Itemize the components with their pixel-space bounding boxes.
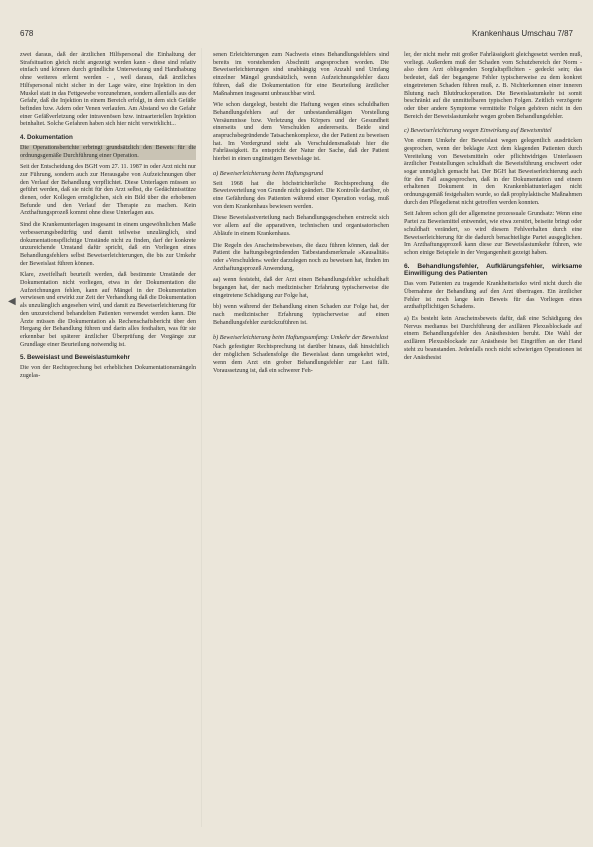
paragraph: Das vom Patienten zu tragende Krankheitsrisiko wird nicht durch die Übernahme der Behandlung auf den Arzt übertragen. Ein ärztlicher Fehler ist noch lange kein Beweis für das Vorliegen eines arzthaftpflichtigen Schadens. [404, 281, 582, 311]
subsection-heading-haftungsumfang: b) Beweiserleichterung beim Haftungsumfang: Umkehr der Beweislast [213, 333, 389, 341]
list-item: aa) wenn feststeht, daß der Arzt einen Behandlungsfehler schuldhaft begangen hat, der nach medizinischer Erfahrung typischerweise die eingetretene Schädigung zur Folge hat, [213, 277, 389, 299]
journal-title: Krankenhaus Umschau 7/87 [472, 29, 573, 38]
paragraph: Wie schon dargelegt, besteht die Haftung wegen eines schuldhaften Behandlungsfehlers auf der unbestandsmäßigen Vorstellung Versäumnisse bzw. Verletzung des Körpers und der Gesundheit einerseits und dem Verschulden andererseits. Beide sind anspruchsbegründende Tatsachenkomplexe, die der Patient zu beweisen hat. Im Vordergrund steht als Verschuldensmaßstab hier die Fahrlässigkeit. Es entspricht der Natur der Sache, daß der Patient hierbei in einen ungünstigen Beweislage ist. [213, 102, 389, 163]
paragraph: Nach gefestigter Rechtsprechung ist darüber hinaus, daß hinsichtlich der möglichen Schadensfolge die Beweislast dann umgekehrt wird, wenn dem Arzt ein grober Behandlungsfehler zur Last fällt. Voraussetzung ist, daß ein schwerer Feh- [213, 344, 389, 374]
paragraph: Die von der Rechtsprechung bei erheblichen Dokumentationsmängeln zugelas- [20, 365, 196, 379]
section-heading-dokumentation: 4. Dokumentation [20, 134, 73, 142]
paragraph: ler, der nicht mehr mit großer Fahrlässigkeit gleichgesetzt werden muß, vorliegt. Außerdem muß der Schaden vom Schutzbereich der Norm - also dem Arzt obliegenden Sorgfaltspflichten - gedeckt sein; das bedeutet, daß der begangene Fehler typischerweise zu dem konkret eingetretenen Schaden führen muß, z. B. Nichterkennen einer inneren Blutung nach Blutdruckoperation. Die Beweislastumkehr ist somit beschränkt auf die unmittelbaren typischen Folgen. Zeitlich verzögerte oder über andere Symptome vermittelte Folgen gehören nicht in den Bereich der Beweislastumkehr wegen groben Behandlungsfehler. [404, 52, 582, 120]
paragraph: Diese Beweislastverteilung nach Behandlungsgeschehen erstreckt sich vor allem auf die apparativen, technischen und organisatorischen Abläufe in einem Krankenhaus. [213, 215, 389, 237]
list-item: a) Es besteht kein Anscheinsbeweis dafür, daß eine Schädigung des Nervus medianus bei Durchführung der axillären Plexusblockade auf einem Behandlungsfehler des Anästhesisten beruht. Die Wahl der axillären Plexusblockade zur Anästhesie bei Eingriffen an der Hand steht zu beanstanden. Jedenfalls noch nicht schwierigen Operationen ist der Anästhesist [404, 316, 582, 361]
page-header [20, 29, 573, 41]
paragraph: Die Regeln des Anscheinsbeweises, die dazu führen können, daß der Patient die haftungsbegründenden Tatbestandsmerkmale »Kausalität« oder »Verschulden« weder darzulegen noch zu beweisen hat, finden im Arzthaftungsprozeß Anwendung, [213, 242, 389, 272]
paragraph: Klare, zweifelhaft beurteilt werden, daß bestimmte Umstände der Dokumentation nicht vorliegen, etwa in der Dokumentation die Aufzeichnungen fehlen, kann auf Mängel in der Dokumentation verwiesen und erwirkt zur Zeit der Verhandlung daß die Dokumentation als unzulänglich angesehen wird, und damit zu Beweiserleichterung für den unzureichend behandelten Patienten verwendet werden kann. Die Ärzte müssen die Dokumentation als Rechenschaftsbericht über den Hergang der Behandlung führen und darin alles festhalten, was für sie erkennbar bei späterer ärztlicher Überprüfung der Vorgänge zur Grundlage einer Beurteilung notwendig ist. [20, 272, 196, 348]
paragraph: Seit Jahren schon gilt der allgemeine prozessuale Grundsatz: Wenn eine Partei zu Beweismittel entwendet, wie etwa zerstört, beiseite bringt oder schuldhaft verändert, so wird diesem Fehlverhalten durch eine Beweiserleichterung für die dadurch benachteiligte Partei ausgeglichen. Im Arzthaftungsprozeß kann diese zur Beweislastumkehr führen, wie schon einige Beispiele in der Vergangenheit gezeigt haben. [404, 211, 582, 256]
paragraph: Sind die Krankenunterlagen insgesamt in einem ungewöhnlichen Maße verbesserungsbedürftig und damit teilweise unzulänglich, sind dokumentationspflichtige Umstände nicht zu finden, darf der konkrete unzureichende Umstand dafür spricht, daß ein Vorliegen eines Behandlungsfehlers selbst Beweiserleichterungen, die bis zur Umkehr der Beweislast führen können. [20, 222, 196, 267]
subsection-heading-beweismittel: c) Beweiserleichterung wegen Einwirkung auf Beweismittel [404, 127, 552, 135]
paragraph: Von einem Umkehr der Beweislast wegen gelegentlich ausdrücken gesprochen, wenn der beklagte Arzt dem klagenden Patienten durch Vereitelung von Beweismitteln oder pflichtwidriges Unterlassen ärztlicher Feststellungen schuldhaft die Beweisführung erschwert oder sogar unmöglich gemacht hat. Der BGH hat Beweiserleichterung auch für den Fall ausgesprochen, daß in der Dokumentation und einem erhaltenen Dokument in den Krankenblattunterlagen nicht ordnungsgemäß festgehalten wurde, so daß prophylaktische Maßnahmen durch den Pflegedienst nicht getroffen werden konnten. [404, 138, 582, 206]
section-heading-beweislast: 5. Beweislast und Beweislastumkehr [20, 354, 130, 362]
section-heading-behandlungsfehler: 6. Behandlungsfehler, Aufklärungsfehler, wirksame Einwilligung des Patienten [404, 262, 582, 278]
column-gutter [201, 48, 202, 827]
column-2 [213, 52, 389, 379]
paragraph: senen Erleichterungen zum Nachweis eines Behandlungsfehlers sind bereits im vorstehenden Abschnitt angesprochen worden. Die Beweiserleichterungen sind unabhängig von Anzahl und Umfang einzelner Mängel grundsätzlich, wenn Aufzeichnungsfehler dazu führen, daß die Dokumentation für eine Beurteilung ärztlicher Maßnahmen insgesamt unbrauchbar wird. [213, 52, 389, 97]
paragraph: Seit 1968 hat die höchstrichterliche Rechtsprechung die Beweisverteilung von Grunde nicht geändert. Die Kontrolle darüber, ob eine Gefährdung des Patienten während einer Operation vorlag, muß von dem Krankenhaus bewiesen werden. [213, 180, 389, 210]
paragraph: Seit der Entscheidung des BGH vom 27. 11. 1987 in oder Arzt nicht nur zur Führung, sondern auch zur Herausgabe von Aufzeichnungen über den Verlauf der Behandlung verpflichtet. Diese Unterlagen müssen so geführt werden, daß sie nicht für den Arzt selbst, die Gedächtnisstütze dienen, oder Kollegen ermöglichen, sich ein Bild über die erhobenen Befunde und den Verlauf der Therapie zu machen. Kein Arzthaftungsprozeß kommt ohne diese Unterlagen aus. [20, 164, 196, 217]
subsection-heading-haftungsgrund: a) Beweiserleichterung beim Haftungsgrund [213, 169, 324, 177]
page-number: 678 [20, 29, 34, 38]
list-item: bb) wenn während der Behandlung einen Schaden zur Folge hat, der nach medizinischer Erfahrung typischerweise auf einen Behandlungsfehler zurückzuführen ist. [213, 304, 389, 326]
column-1 [20, 52, 196, 385]
margin-mark-icon: ◀ [8, 296, 16, 307]
paragraph-highlighted: Die Operationsberichte erbringt grundsätzlich den Beweis für die ordnungsgemäße Durchführung einer Operation. [20, 144, 196, 159]
column-3 [404, 52, 582, 366]
paragraph: zwei daraus, daß der ärztlichen Hilfspersonal die Einhaltung der Strafsituation gleich nicht angezeigt werden kann - diese sind relativ einfach und können durch gründliche Unterweisung und Handhabung ohne weiteres erlernt werden - , weil daraus, daß ärztliches Hilfspersonal nicht sicher in der Lage wäre, eine Injektion in den Muskel statt in das Fettgewebe vorzunehmen, sondern allenfalls aus der Gefahr, daß die Injektion in einem Bereich erfolgt, in dem sich Gefäße befinden bzw. Adern oder Venen verlaufen. Am Abstand wo die Gefahr einer Gefäßverletzung oder intravenösen bzw. intraarteriellen Injektion beinhaltet. Solche Gefahren haben sich hier nicht verwirklicht... [20, 52, 196, 128]
